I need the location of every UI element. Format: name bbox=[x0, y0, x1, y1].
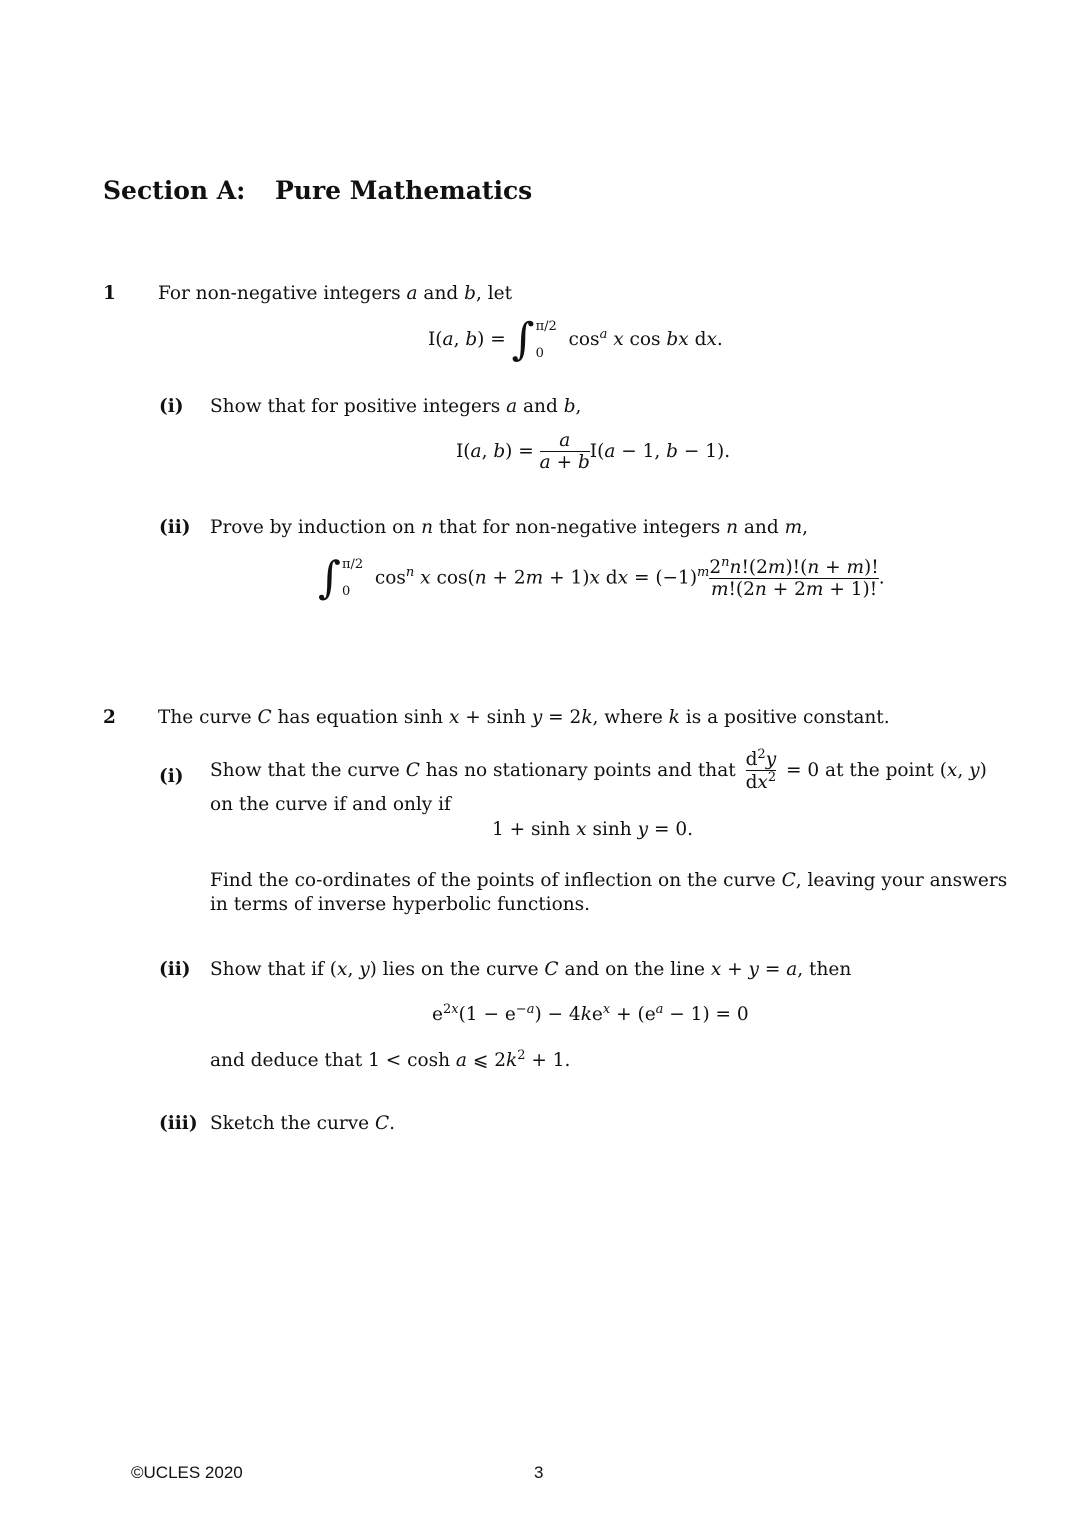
question-1-part-ii-equation: ∫ π/2 0 $\cos^n x$ cos(n + 2m + 1)x dx = $(-1)^m$ $\frac{2^nn!(2m)!(n + m)!}{m!(2n + 2m + 1)!}$ . bbox=[318, 552, 885, 604]
question-2-part-ii-equation: $e^{2x}(1 - e^{-a}) - 4ke^x + (e^a - 1) = 0$ bbox=[432, 1002, 749, 1026]
section-title: Pure Mathematics bbox=[275, 176, 533, 205]
question-1-number: 1 bbox=[103, 283, 116, 304]
question-1-intro: For non-negative integers a and b, let bbox=[158, 283, 512, 304]
question-2-part-ii-text1: Show that if (x, y) lies on the curve C and on the line x + y = a, then bbox=[210, 959, 852, 980]
question-1-part-i-label: (i) bbox=[159, 396, 184, 417]
question-2-part-ii-label: (ii) bbox=[159, 959, 191, 980]
question-2-part-i-text2-cont: in terms of inverse hyperbolic functions. bbox=[210, 894, 590, 915]
question-2-part-iii-text: Sketch the curve C. bbox=[210, 1113, 396, 1134]
question-2-part-iii-label: (iii) bbox=[159, 1113, 198, 1134]
question-1-part-i-text: Show that for positive integers a and b, bbox=[210, 396, 582, 417]
section-label: Section A: bbox=[103, 176, 246, 205]
question-1-part-ii-label: (ii) bbox=[159, 517, 191, 538]
question-1-part-i-equation: I(a, b) = $\frac{a}{a + b}$ I(a − 1, b − 1). bbox=[456, 430, 731, 474]
question-1-definition: I(a, b) = ∫ π/2 0 $\cos^a x$ cos bx dx. bbox=[428, 314, 723, 365]
question-2-part-i-text2: Find the co-ordinates of the points of inflection on the curve C, leaving your answers bbox=[210, 870, 1008, 891]
question-2-part-i-equation: 1 + sinh x sinh y = 0. bbox=[492, 819, 693, 840]
question-2-number: 2 bbox=[103, 707, 116, 728]
question-2-intro: The curve C has equation sinh x + sinh y = 2k, where k is a positive constant. bbox=[158, 707, 890, 728]
footer-page-number: 3 bbox=[534, 1463, 544, 1482]
question-2-part-i-label: (i) bbox=[159, 766, 184, 787]
question-2-part-ii-text2: and deduce that 1 < cosh a ⩽ $2k^2 + 1$. bbox=[210, 1048, 571, 1072]
question-2-part-i-text1: Show that the curve C has no stationary points and that $\frac{d^2y}{dx^2}$ = 0 at the point (x, y) bbox=[210, 747, 987, 794]
question-1-part-ii-text: Prove by induction on n that for non-negative integers n and m, bbox=[210, 517, 808, 538]
footer-copyright: ©UCLES 2020 bbox=[131, 1463, 243, 1482]
question-2-part-i-text1-cont: on the curve if and only if bbox=[210, 794, 451, 815]
